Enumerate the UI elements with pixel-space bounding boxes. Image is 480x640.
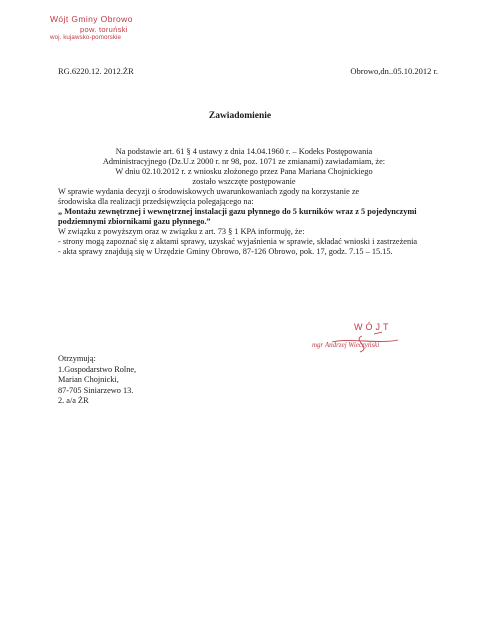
body-line: W związku z powyższym oraz w związku z art. 73 § 1 KPA informuję, że: [58, 227, 305, 236]
recipient-line: 2. a/a ŻR [58, 396, 89, 406]
body-line: Administracyjnego (Dz.U.z 2000 r. nr 98, poz. 1071 ze zmianami) zawiadamiam, że: [102, 157, 386, 166]
body-line: W sprawie wydania decyzji o środowiskowych uwarunkowaniach zgody na korzystanie ze [58, 187, 360, 196]
signature-name: mgr Andrzej Wieczyński [312, 341, 380, 349]
reference-number: RG.6220.12. 2012.ŻR [58, 66, 134, 76]
body-line: środowiska dla realizacji przedsięwzięcia polegającego na: [58, 197, 254, 206]
stamp-county: pow. toruński [80, 24, 128, 34]
stamp-voivodeship: woj. kujawsko-pomorskie [50, 34, 122, 41]
recipient-line: Marian Chojnicki, [58, 375, 119, 385]
recipient-line: 1.Gospodarstwo Rolne, [58, 364, 137, 374]
header-stamp [50, 14, 133, 42]
project-description: „ Montażu zewnętrznej i wewnętrznej instalacji gazu płynnego do 5 kurników wraz z 5 pojedynczymi podziemnymi zbiornikami gazu płynnego.” [58, 207, 417, 226]
signature-stamp [312, 322, 412, 362]
body-line: Na podstawie art. 61 § 4 ustawy z dnia 14.04.1960 r. – Kodeks Postępowania [115, 147, 373, 156]
stamp-office: Wójt Gminy Obrowo [50, 14, 133, 24]
body-line: - akta sprawy znajdują się w Urzędzie Gminy Obrowo, 87-126 Obrowo, pok. 17, godz. 7.15 – 15.15. [58, 247, 393, 256]
body-line: W dniu 02.10.2012 r. z wniosku złożonego przez Pana Mariana Chojnickiego [115, 167, 373, 176]
body-line: - strony mogą zapoznać się z aktami sprawy, uzyskać wyjaśnienia w sprawie, składać wnioski i zastrzeżenia [58, 237, 418, 246]
recipients-heading: Otrzymują: [58, 354, 96, 363]
body-line: zostało wszczęte postępowanie [192, 177, 296, 186]
document-title: Zawiadomienie [208, 111, 272, 121]
recipients-list [58, 354, 136, 407]
recipient-line: 87-705 Siniarzewo 13. [58, 385, 134, 395]
signature-title: WÓJT [354, 322, 392, 332]
document-body [58, 147, 430, 257]
document-date: Obrowo,dn..05.10.2012 r. [350, 66, 438, 76]
